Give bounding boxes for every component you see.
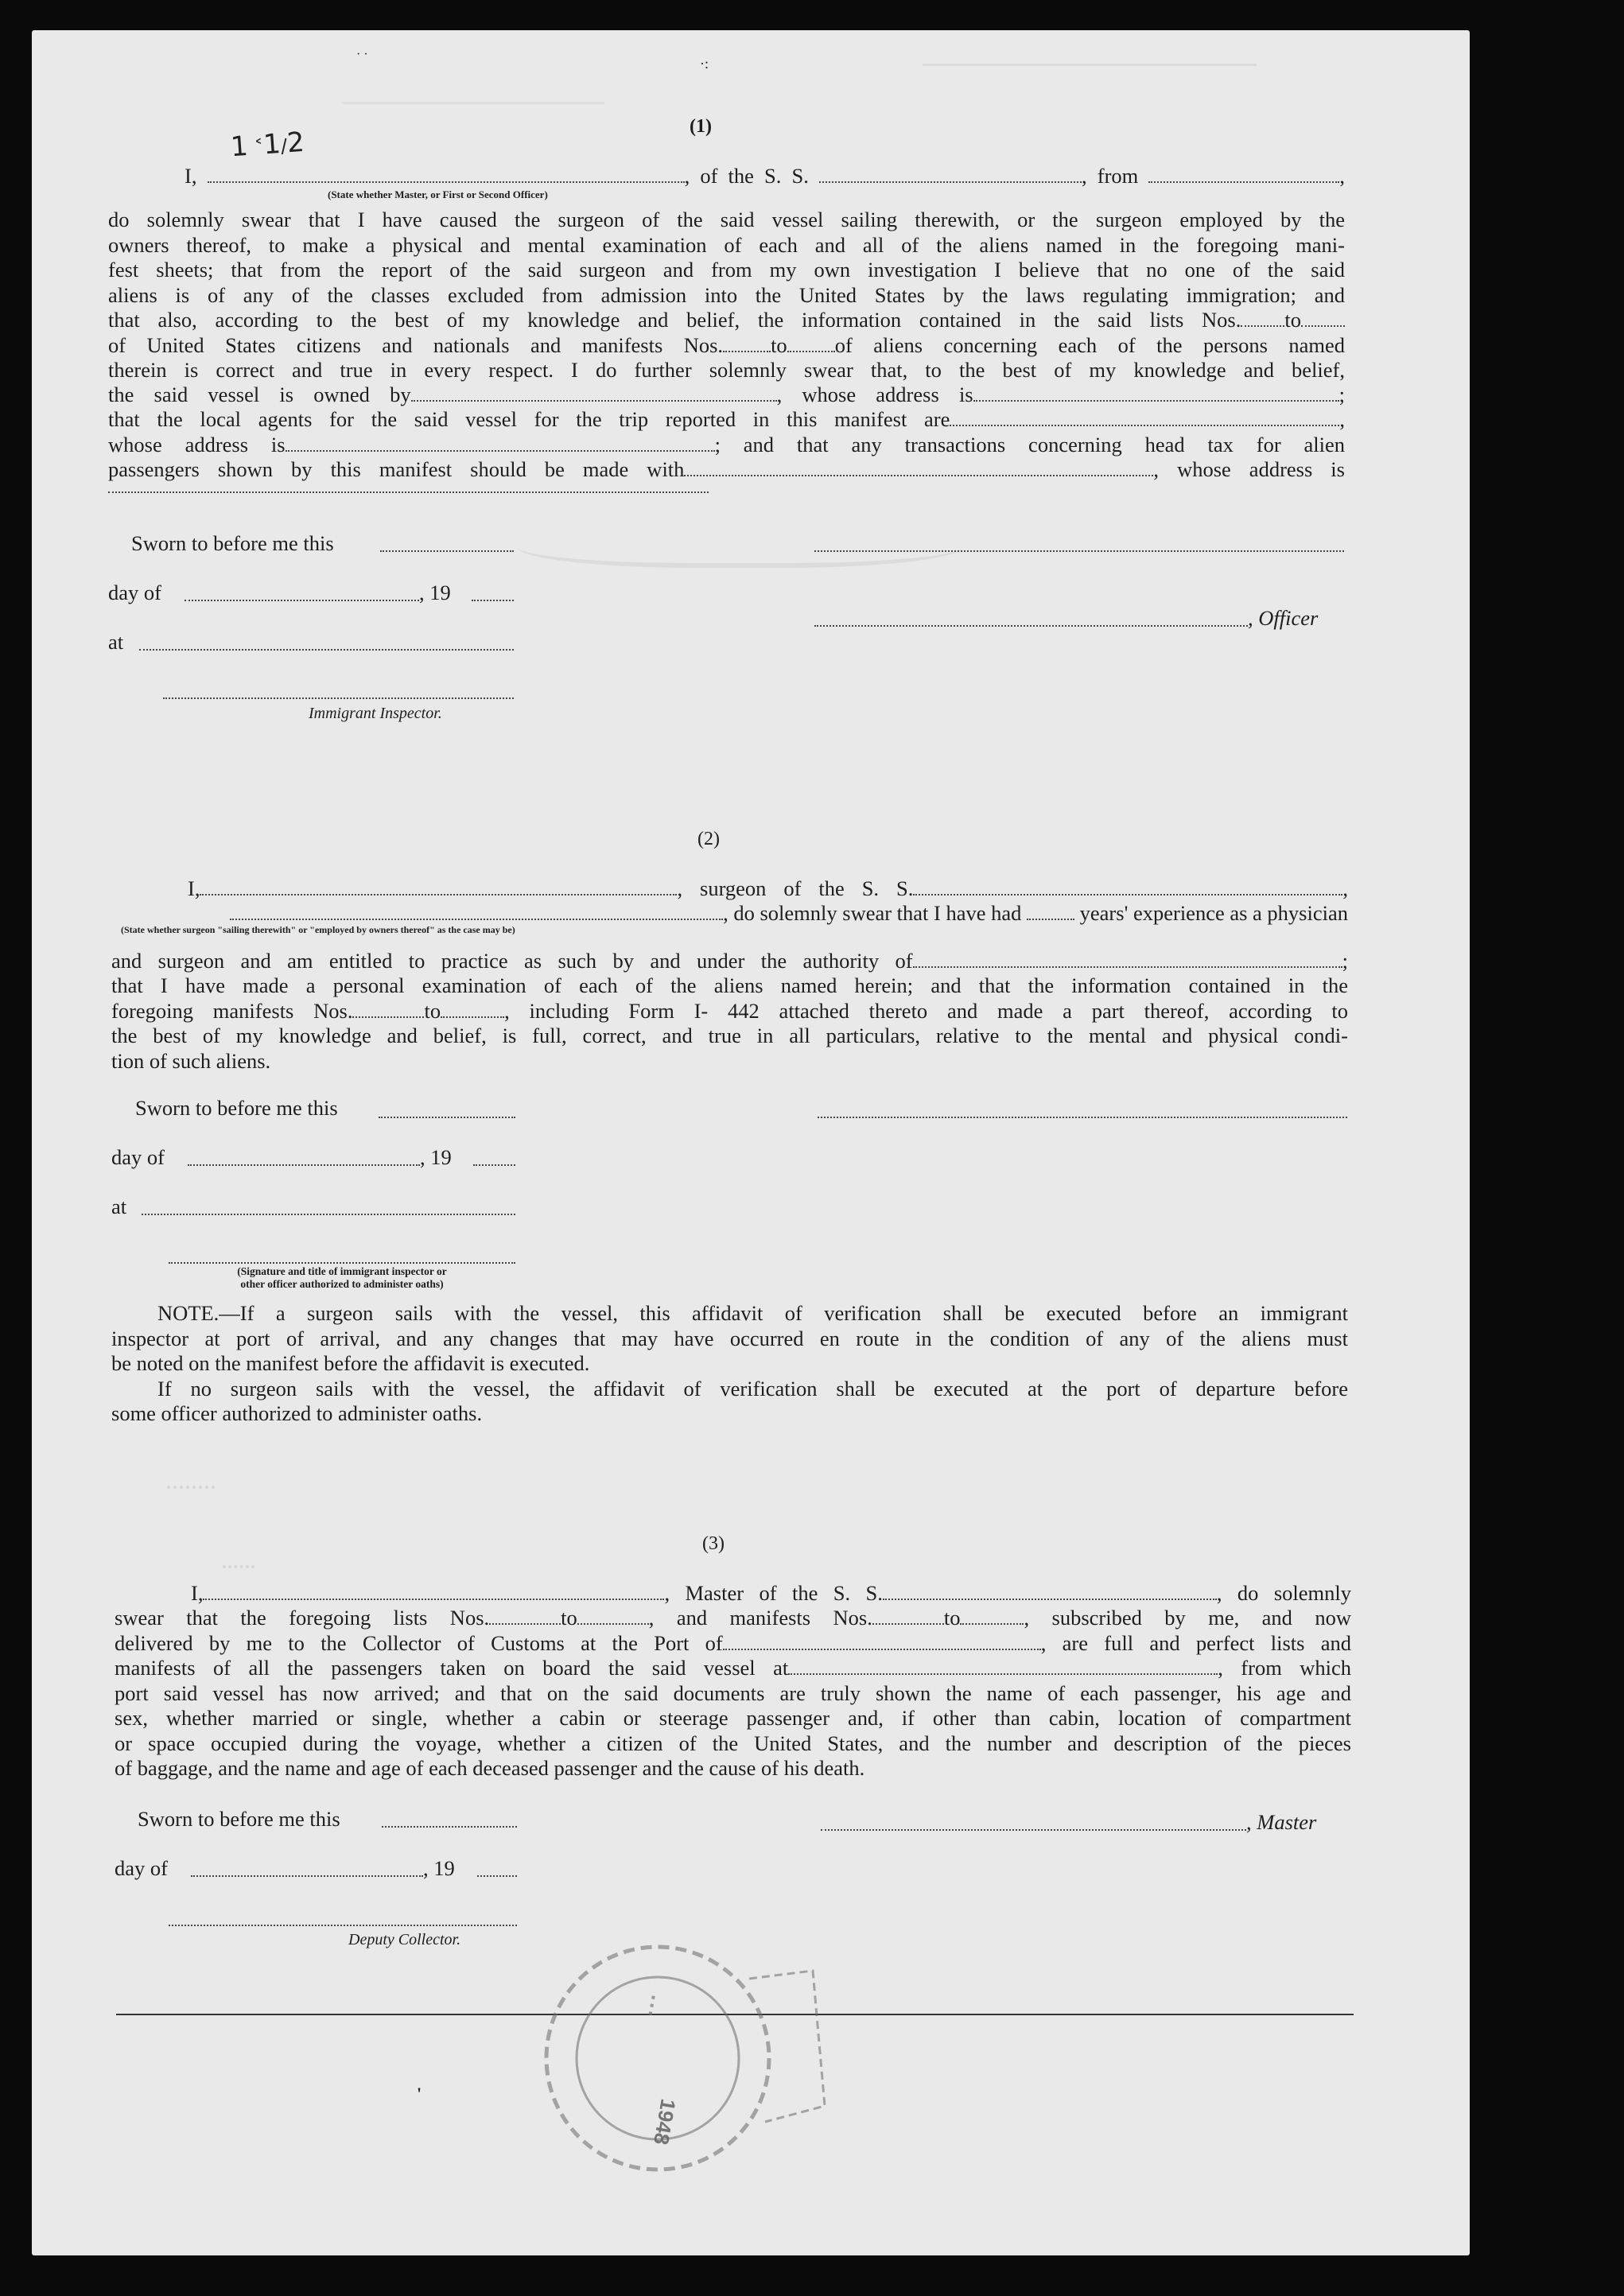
s2-line-4: that I have made a personal examination of each of the aliens named herein; and that the information contained in the — [111, 973, 1348, 997]
s1-line-8: therein is correct and true in every respect. I do further solemnly swear that, to the best of my knowledge and belief, — [108, 358, 1345, 382]
s1-sworn-label: Sworn to before me this — [131, 531, 334, 555]
s1-line-3: owners thereof, to make a physical and mental examination of each and all of the aliens named in the foregoing mani- — [108, 233, 1345, 257]
s1-line-7: of United States citizens and nationals and manifests Nos. to of aliens concerning each of the persons named — [108, 333, 1345, 357]
s2-sworn-label: Sworn to before me this — [135, 1096, 338, 1120]
s3-year-line — [477, 1875, 517, 1877]
speck: ·: — [700, 56, 709, 72]
s3-line-3: delivered by me to the Collector of Customs at the Port of , are full and perfect lists and — [115, 1631, 1351, 1655]
s2-sworn-line — [379, 1117, 515, 1118]
s2-line-3: and surgeon and am entitled to practice as such by and under the authority of ; — [111, 949, 1348, 973]
s1-line-2: do solemnly swear that I have caused the surgeon of the said vessel sailing therewith, or the surgeon employed by the — [108, 208, 1345, 231]
s1-line-4: fest sheets; that from the report of the said surgeon and from my own investigation I believe that no one of the said — [108, 258, 1345, 282]
s1-line-5: aliens is of any of the classes excluded from admission into the United States by the laws regulating immigration; and — [108, 283, 1345, 307]
s1-sworn-line — [380, 550, 514, 552]
s1-inspector-line — [163, 697, 514, 699]
s2-note-line-4: If no surgeon sails with the vessel, the affidavit of verification shall be executed at the port of departure before — [157, 1377, 1348, 1401]
s1-inspector-label: Immigrant Inspector. — [309, 705, 442, 722]
s1-day-label: day of — [108, 581, 161, 604]
s1-line-12: passengers shown by this manifest should be made with , whose address is — [108, 457, 1345, 481]
s2-line-7: tion of such aliens. — [111, 1049, 271, 1073]
s2-line-2: , do solemnly swear that I have had years' experience as a physician — [111, 901, 1348, 926]
s2-surgeon-caption: (State whether surgeon "sailing therewith" or "employed by owners thereof" as the case may be) — [121, 924, 515, 935]
s3-collector-label: Deputy Collector. — [348, 1931, 461, 1948]
section-2-heading: (2) — [697, 829, 720, 849]
s3-master-label: , Master — [1246, 1810, 1317, 1834]
s3-line-5: port said vessel has now arrived; and that on the said documents are truly shown the name of each passenger, his age and — [115, 1681, 1351, 1705]
s3-line-2: swear that the foregoing lists Nos. to , and manifests Nos. to , subscribed by me, and now — [115, 1606, 1351, 1630]
s1-line-1: I, , of the S. S. , from , — [185, 164, 1345, 188]
handwritten-note: 1 ˂1/2 — [229, 126, 305, 164]
s3-collector-line — [169, 1925, 517, 1926]
faint-marks — [223, 1541, 254, 1568]
s3-sworn-label: Sworn to before me this — [138, 1807, 340, 1831]
s3-line-7: or space occupied during the voyage, whether a citizen of the United States, and the number and description of the pieces — [115, 1731, 1351, 1755]
s1-day-line — [185, 600, 419, 601]
s3-line-8: of baggage, and the name and age of each deceased passenger and the cause of his death. — [115, 1756, 865, 1780]
speck: ' — [417, 2084, 422, 2104]
bleed-through-text — [342, 102, 604, 136]
s1-officer-label: , Officer — [1248, 606, 1319, 630]
arrival-stamp — [511, 1939, 845, 2178]
s2-at-line — [142, 1214, 515, 1215]
s2-signature-caption: (Signature and title of immigrant inspector or other officer authorized to administer oaths) — [237, 1265, 447, 1290]
stamp-date: 1948 — [649, 2096, 681, 2147]
s2-day-line — [188, 1164, 420, 1166]
s2-note-line-1: NOTE.—If a surgeon sails with the vessel, this affidavit of verification shall be executed before an immigrant — [157, 1301, 1348, 1325]
s2-line-5: foregoing manifests Nos. to , including Form I- 442 attached thereto and made a part thereof, according to — [111, 999, 1348, 1023]
s1-officer-caption: (State whether Master, or First or Second Officer) — [328, 188, 548, 200]
speck: · · — [356, 48, 368, 61]
s3-year-label: , 19 — [423, 1856, 455, 1880]
s2-note-line-5: some officer authorized to administer oaths. — [111, 1401, 483, 1425]
s3-sworn-line — [382, 1826, 517, 1828]
s3-line-4: manifests of all the passengers taken on board the said vessel at , from which — [115, 1656, 1351, 1680]
s2-line-6: the best of my knowledge and belief, is full, correct, and true in all particulars, relative to the mental and physical condi- — [111, 1024, 1348, 1047]
s1-at-label: at — [108, 630, 124, 654]
s1-line-10: that the local agents for the said vessel for the trip reported in this manifest are , — [108, 407, 1345, 431]
s2-at-label: at — [111, 1195, 127, 1218]
s2-year-label: , 19 — [420, 1145, 452, 1169]
manifest-page — [32, 30, 1470, 2255]
s3-line-1: I, , Master of the S. S. , do solemnly — [191, 1581, 1351, 1605]
s1-line-9: the said vessel is owned by , whose address is ; — [108, 383, 1345, 406]
s3-day-line — [191, 1875, 423, 1877]
s1-at-line — [139, 649, 514, 651]
faint-handwriting — [517, 515, 962, 568]
s3-master-line — [821, 1829, 1246, 1831]
svg-text:▪ ▪ ▪: ▪ ▪ ▪ — [643, 1994, 660, 2017]
s1-year-line — [472, 600, 514, 601]
s3-day-label: day of — [115, 1856, 168, 1880]
bleed-through-text — [923, 64, 1257, 138]
s1-officer-line — [814, 625, 1248, 627]
section-3-heading: (3) — [702, 1533, 725, 1554]
section-1-heading: (1) — [690, 116, 712, 137]
faint-marks — [167, 1462, 215, 1489]
s1-year-label: , 19 — [419, 581, 451, 604]
s2-note-line-2: inspector at port of arrival, and any changes that may have occurred en route in the condition of any of the aliens must — [111, 1327, 1348, 1350]
s2-note-line-3: be noted on the manifest before the affidavit is executed. — [111, 1351, 590, 1375]
s2-year-line — [473, 1164, 515, 1166]
s1-address-continuation — [108, 491, 709, 493]
s2-inspector-line — [169, 1262, 515, 1264]
s1-line-6: that also, according to the best of my knowledge and belief, the information contained in the said lists Nos. to — [108, 308, 1345, 332]
s2-line-1: I, , surgeon of the S. S. , — [188, 876, 1348, 900]
s1-line-11: whose address is ; and that any transactions concerning head tax for alien — [108, 433, 1345, 456]
s2-signature-line — [818, 1117, 1347, 1118]
s1-signature-line — [814, 550, 1344, 552]
s2-day-label: day of — [111, 1145, 165, 1169]
s3-line-6: sex, whether married or single, whether a cabin or steerage passenger and, if other than cabin, location of compartment — [115, 1706, 1351, 1730]
